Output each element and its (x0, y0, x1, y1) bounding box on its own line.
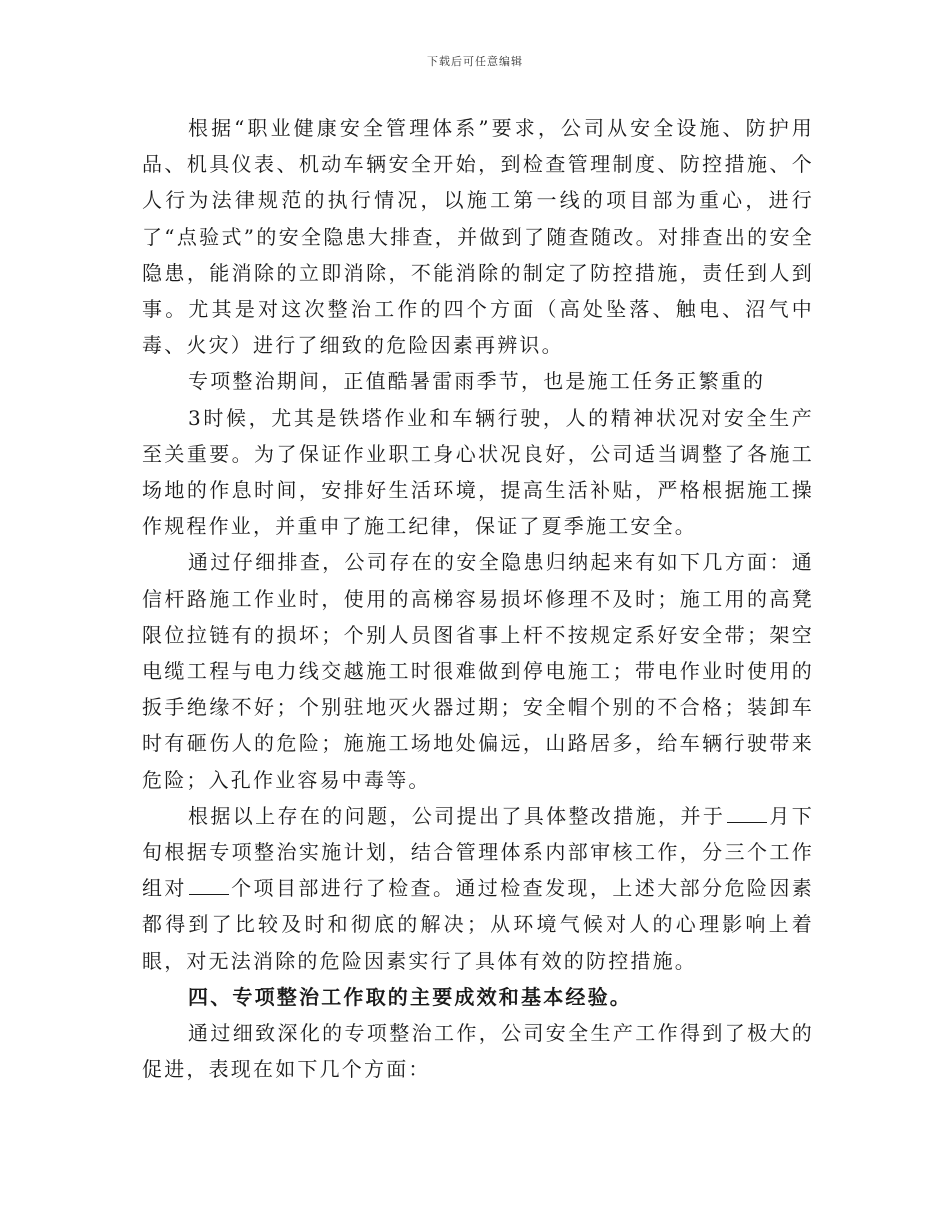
paragraph-4: 通过仔细排查，公司存在的安全隐患归纳起来有如下几方面：通信杆路施工作业时，使用的高梯容易损坏修理不及时；施工用的高凳限位拉链有的损坏；个别人员图省事上杆不按规定系好安全带；架空电缆工程与电力线交越施工时很难做到停电施工；带电作业时使用的扳手绝缘不好；个别驻地灭火器过期；安全帽个别的不合格；装卸车时有砸伤人的危险；施施工场地处偏远，山路居多，给车辆行驶带来危险；入孔作业容易中毒等。 (142, 550, 814, 792)
page-header: 下载后可任意编辑 (427, 55, 523, 68)
paragraph-2: 专项整治期间，正值酷暑雷雨季节，也是施工任务正繁重的 (188, 369, 766, 394)
paragraph-5-part-a: 根据以上存在的问题，公司提出了具体整改措施，并于 (188, 803, 726, 828)
document-body (142, 110, 814, 1087)
paragraph-5-part-b: 月下旬根据专项整治实施计划，结合管理体系内部审核工作，分三个工作组对 (142, 803, 814, 901)
section-heading-4: 四、专项整治工作取的主要成效和基本经验。 (188, 984, 632, 1009)
month-blank (727, 804, 767, 823)
paragraph-5 (142, 798, 814, 979)
paragraph-6: 通过细致深化的专项整治工作，公司安全生产工作得到了极大的促进，表现在如下几个方面： (142, 1021, 814, 1082)
paragraph-1: 根据“职业健康安全管理体系”要求，公司从安全设施、防护用品、机具仪表、机动车辆安全开始，到检查管理制度、防控措施、个人行为法律规范的执行情况，以施工第一线的项目部为重心，进行了“点验式”的安全隐患大排查，并做到了随查随改。对排查出的安全隐患，能消除的立即消除，不能消除的制定了防控措施，责任到人到事。尤其是对这次整治工作的四个方面（高处坠落、触电、沼气中毒、火灾）进行了细致的危险因素再辨识。 (142, 116, 814, 358)
count-blank (189, 876, 229, 895)
paragraph-3: 3时候，尤其是铁塔作业和车辆行驶，人的精神状况对安全生产至关重要。为了保证作业职工身心状况良好，公司适当调整了各施工场地的作息时间，安排好生活环境，提高生活补贴，严格根据施工操作规程作业，并重申了施工纪律，保证了夏季施工安全。 (142, 405, 814, 539)
paragraph-5-part-c: 个项目部进行了检查。通过检查发现，上述大部分危险因素都得到了比较及时和彻底的解决；从环境气候对人的心理影响上着眼，对无法消除的危险因素实行了具体有效的防控措施。 (142, 876, 814, 973)
